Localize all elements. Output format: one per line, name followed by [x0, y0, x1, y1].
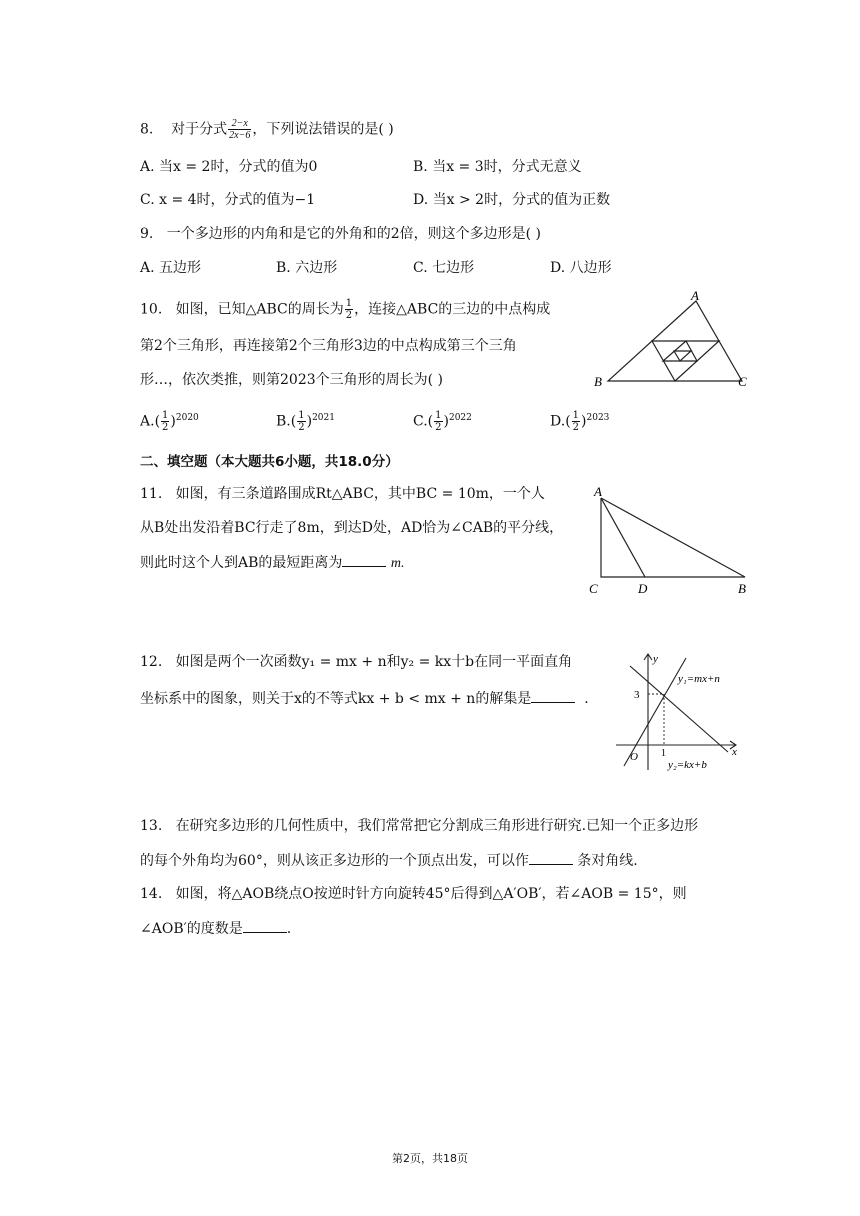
q10-option-b[interactable]: B.( $\frac{1}{2}$ )$^{2021}$	[276, 410, 335, 434]
q11-line-3-pre: 则此时这个人到AB的最短距离为	[140, 555, 343, 571]
q10-label-c: C	[738, 374, 747, 389]
q12-label-one: 1	[661, 748, 666, 759]
q10-line-1-post: ，连接△ABC的三边的中点构成	[354, 301, 551, 318]
q11-line-1-text: 如图，有三条道路围成Rt△ABC，其中BC = 10m，一个人	[175, 486, 545, 502]
q8-fraction-denominator: 2x−6	[229, 130, 251, 141]
q9-option-d-label: D.	[550, 260, 566, 276]
q8-option-c[interactable]	[140, 190, 315, 210]
q10-half-numerator: 1	[345, 298, 353, 309]
q10-option-d-num: 1	[572, 410, 580, 422]
q10-option-a[interactable]: A.( $\frac{1}{2}$ )$^{2020}$	[140, 410, 199, 434]
section-2-title: 二、填空题（本大题共6小题，共18.0分）	[140, 454, 399, 470]
q10-label-a: A	[691, 288, 699, 303]
q8-fraction-numerator: 2−x	[228, 118, 251, 130]
page-footer: 第2页，共18页	[392, 1152, 468, 1165]
q10-triangle-4	[674, 351, 691, 361]
q14-line-1-text: 如图，将△AOB绕点O按逆时针方向旋转45°后得到△A′OB′，若∠AOB = 15°，则	[175, 886, 687, 902]
q9-option-b-label: B.	[276, 260, 291, 276]
q10-option-a-exponent: 2020	[175, 413, 199, 423]
q8-stem	[140, 118, 394, 141]
q13-answer-blank[interactable]	[529, 850, 573, 865]
q13-number: 13.	[140, 818, 163, 834]
q12-label-x: x	[732, 746, 737, 758]
q12-coordinate-figure	[612, 648, 762, 774]
q10-option-c-label: C.	[413, 413, 428, 430]
q9-option-d[interactable]	[550, 258, 612, 278]
q12-number: 12.	[140, 654, 163, 670]
q10-option-b-fraction	[297, 410, 305, 433]
q10-option-c-exponent: 2022	[448, 413, 472, 423]
q10-option-c-den: 2	[435, 422, 442, 434]
q8-option-b[interactable]	[413, 157, 582, 177]
q13-line-2	[140, 850, 638, 871]
q10-line-2: 第2个三角形，再连接第2个三角形3边的中点构成第三个三角	[140, 338, 517, 354]
q10-option-d-label: D.	[550, 413, 566, 430]
q8-option-c-label: C.	[140, 192, 155, 208]
q12-label-y1: y₁=mx+n	[678, 673, 720, 685]
q8-option-b-text: 当x = 3时，分式无意义	[432, 159, 582, 175]
q12-line-2-pre: 坐标系中的图象，则关于x的不等式kx + b < mx + n的解集是	[140, 691, 532, 707]
q14-number: 14.	[140, 886, 163, 902]
q8-option-a-text: 当x = 2时，分式的值为0	[159, 159, 318, 175]
q10-option-d[interactable]: D.( $\frac{1}{2}$ )$^{2023}$	[550, 410, 610, 434]
q14-line-2-pre: ∠AOB′的度数是	[140, 921, 243, 937]
q10-option-d-fraction	[572, 410, 580, 433]
q9-option-b[interactable]	[276, 258, 337, 278]
q11-label-c: C	[589, 581, 598, 596]
q14-answer-blank[interactable]	[243, 918, 287, 933]
q9-option-a-text: 五边形	[159, 260, 202, 276]
q10-option-c[interactable]: C.( $\frac{1}{2}$ )$^{2022}$	[413, 410, 472, 434]
q8-option-d-label: D.	[413, 192, 429, 208]
q14-line-2-post: .	[286, 921, 292, 937]
q9-stem-text: 一个多边形的内角和是它的外角和的2倍，则这个多边形是( )	[166, 226, 541, 242]
q14-line-1	[140, 884, 687, 904]
q9-option-a-label: A.	[140, 260, 155, 276]
q10-option-c-fraction	[434, 410, 442, 433]
q11-line-1	[140, 484, 545, 504]
q10-option-b-num: 1	[298, 410, 305, 422]
q13-line-2-pre: 的每个外角均为60°，则从该正多边形的一个顶点出发，可以作	[140, 853, 529, 869]
q10-line-1-pre: 如图，已知△ABC的周长为	[175, 301, 344, 318]
q9-stem	[140, 224, 541, 244]
q12-line-2-post: .	[584, 691, 589, 707]
q10-option-b-den: 2	[298, 422, 305, 434]
q11-number: 11.	[140, 486, 163, 502]
q10-option-a-den: 2	[162, 422, 169, 434]
q12-line-1-text: 如图是两个一次函数y₁ = mx + n和y₂ = kx十b在同一平面直角	[175, 654, 573, 670]
q12-line-y2	[624, 658, 686, 766]
q11-line-3	[140, 552, 404, 574]
q11-label-a: A	[594, 484, 602, 499]
q8-option-d-text: 当x > 2时，分式的值为正数	[432, 192, 611, 208]
q9-option-c[interactable]	[413, 258, 474, 278]
q10-option-d-exponent: 2023	[586, 413, 610, 423]
q9-option-d-text: 八边形	[569, 260, 612, 276]
q10-half-denominator: 2	[345, 310, 353, 321]
q8-stem-post: ，下列说法错误的是( )	[252, 121, 394, 138]
q10-line-3: 形…，依次类推，则第2023个三角形的周长为( )	[140, 372, 444, 388]
q8-option-d[interactable]	[413, 190, 610, 210]
q11-label-b: B	[738, 581, 746, 596]
q12-label-origin: O	[630, 751, 638, 763]
q10-option-a-fraction	[161, 410, 169, 433]
q10-option-b-label: B.	[276, 413, 291, 430]
q11-line-3-post: m.	[390, 556, 405, 571]
q8-option-a[interactable]	[140, 157, 317, 177]
q11-label-d: D	[638, 581, 648, 596]
q8-option-b-label: B.	[413, 159, 428, 175]
q14-line-2	[140, 918, 291, 939]
q12-line-1	[140, 652, 572, 672]
q13-line-1	[140, 816, 698, 836]
q12-label-three: 3	[634, 689, 640, 701]
q10-option-b-exponent: 2021	[312, 413, 335, 423]
q9-number: 9.	[140, 226, 154, 242]
q11-right-triangle-figure	[585, 484, 755, 599]
q11-line-2: 从B处出发沿着BC行走了8m，到达D处，AD恰为∠CAB的平分线，	[140, 520, 564, 536]
q9-option-a[interactable]	[140, 258, 201, 278]
q13-line-1-text: 在研究多边形的几何性质中，我们常常把它分割成三角形进行研究.已知一个正多边形	[175, 818, 699, 834]
q12-label-y2: y₂=kx+b	[668, 759, 707, 771]
q11-answer-blank[interactable]	[342, 552, 386, 567]
q8-option-c-text: x = 4时，分式的值为−1	[159, 192, 316, 208]
q10-number: 10.	[140, 301, 163, 318]
q9-option-c-label: C.	[413, 260, 428, 276]
q10-triangle-figure	[590, 288, 760, 393]
q10-option-c-num: 1	[435, 410, 442, 422]
q10-label-b: B	[594, 374, 602, 389]
q13-line-2-post: 条对角线.	[577, 853, 638, 869]
q10-line-1	[140, 298, 550, 321]
q9-option-c-text: 七边形	[432, 260, 475, 276]
q9-option-b-text: 六边形	[295, 260, 338, 276]
q12-label-y: y	[653, 653, 658, 665]
q10-option-d-den: 2	[572, 422, 580, 434]
q10-option-a-num: 1	[162, 410, 169, 422]
q8-stem-pre: 对于分式	[171, 121, 228, 138]
q10-half-fraction	[345, 298, 353, 321]
q8-fraction	[228, 118, 251, 141]
q12-answer-blank[interactable]	[531, 688, 575, 703]
q8-number: 8.	[140, 121, 154, 138]
q8-option-a-label: A.	[140, 159, 155, 175]
q10-option-a-label: A.	[140, 413, 155, 430]
q12-line-2	[140, 688, 589, 709]
